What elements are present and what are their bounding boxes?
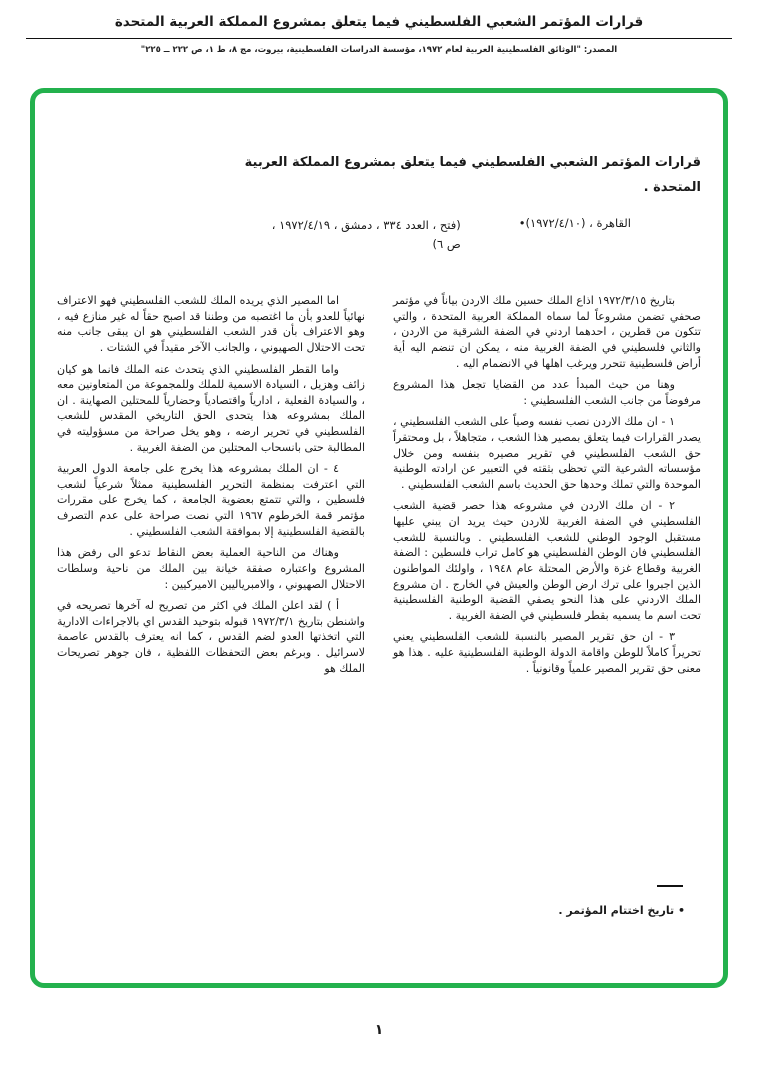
body-paragraph: ٢ - ان ملك الاردن في مشروعه هذا حصر قضية الشعب الفلسطيني في الضفة الغربية للاردن حيث يريد ان يبني عليها مستقبل الوجود الوطني للشعب الفلسطيني . وبالنسبة للشعب الفلسطيني فان الوطن الفلسطيني هو كامل تراب فلسطين : الضفة الغربية وقطاع غزة والأرض المحتلة عام ١٩٤٨ ، واولئك المواطنون الذين اجبروا على ترك ارض الوطن والعيش في الخارج . ان مشروع الملك الاردني على هذا النحو يصفي القضية الوطنية الفلسطينية تحت اسم ما يسميه بقطر فلسطيني في الضفة الغربية . <box>393 499 701 622</box>
source-citation: المصدر: "الوثائق الفلسطينية العربية لعام ١٩٧٢، مؤسسة الدراسات الفلسطينية، بيروت، مج ٨، ط ١، ص ٢٢٢ ــ ٢٢٥" <box>140 45 618 55</box>
left-column <box>57 293 365 682</box>
dateline-source: (فتح ، العدد ٣٣٤ ، دمشق ، ١٩٧٢/٤/١٩ ، ص ٦) <box>271 218 461 251</box>
page-header <box>0 0 758 30</box>
header-divider <box>26 38 732 39</box>
body-paragraph: اما المصير الذي يريده الملك للشعب الفلسطيني فهو الاعتراف نهائياً للعدو بأن ما اغتصبه من وطننا قد اصبح حقاً له غير منازع فيه ، وهو الاعتراف بأن قدر الشعب الفلسطيني هو ان يبقى جانب منه تحت الاحتلال الصهيوني ، والجانب الآخر مقيداً في الشتات . <box>57 294 365 354</box>
right-column <box>393 293 701 682</box>
body-paragraph: ١ - ان ملك الاردن نصب نفسه وصياً على الشعب الفلسطيني ، يصدر القرارات فيما يتعلق بمصير هذا الشعب ، متجاهلاً ، بل ومحتقراً حق الشعب الفلسطيني في تقرير مصيره بنفسه ومن خلال مؤسساته الشرعية التي تحظى بثقته في التعبير عن ارادته الوطنية الموحدة والتي تملك وحدها حق الحديث باسم الشعب الفلسطيني . <box>393 415 701 491</box>
body-paragraph: بتاريخ ١٩٧٢/٣/١٥ اذاع الملك حسين ملك الاردن بياناً في مؤتمر صحفي تضمن مشروعاً لما سماه المملكة العربية المتحدة ، والتي تتكون من قطرين ، احدهما اردني في الضفة الشرقية من الاردن ، والثاني فلسطيني في الضفة الغربية منه ، يمكن ان تنضم اليه أية أراض فلسطينية تتحرر ويرغب اهلها في الانضمام اليه . <box>393 294 701 370</box>
body-paragraph: وهناك من الناحية العملية بعض النقاط تدعو الى رفض هذا المشروع واعتباره صفقة خيانة بين الملك من ناحية وسلطات الاحتلال الصهيوني ، والامبرياليين الاميركيين : <box>57 546 365 591</box>
body-paragraph: واما القطر الفلسطيني الذي يتحدث عنه الملك فانما هو كيان زائف وهزيل ، السيادة الاسمية للملك وللمجموعة من المتعاونين معه ، والسيادة الفعلية ، ادارياً واقتصادياً وحضارياً للمحتلين الصهاينة . ان الملك بمشروعه هذا يتحدى الحق التاريخي المقدس للشعب الفلسطيني في تحرير ارضه ، وهو يخل صراحة من مسؤوليته في المطالبة حتى بانسحاب المحتلين من الضفة الغربية . <box>57 362 365 454</box>
body-paragraph: ٤ - ان الملك بمشروعه هذا يخرج على جامعة الدول العربية التي اعترفت بمنظمة التحرير الفلسطينية ممثلاً شرعياً لشعب فلسطين ، والتي تتمتع بعضوية الجامعة ، كما يخرج على مقررات مؤتمر قمة الخرطوم ١٩٦٧ التي نصت صراحة على عدم التصرف بالقضية الفلسطينية إلا بموافقة الشعب الفلسطيني . <box>57 462 365 538</box>
document-frame <box>30 88 728 988</box>
document-title: قرارات المؤتمر الشعبي الفلسطيني فيما يتعلق بمشروع المملكة العربية المتحدة . <box>244 155 701 195</box>
body-paragraph: ٣ - ان حق تقرير المصير بالنسبة للشعب الفلسطيني يعني تحريراً كاملاً للوطن واقامة الدولة الوطنية الفلسطينية عليه . هذا هو معنى حق تقرير المصير علمياً وقانونياً . <box>393 630 701 675</box>
document-body <box>35 293 723 682</box>
body-paragraph: وهنا من حيث المبدأ عدد من القضايا تجعل هذا المشروع مرفوضاً من جانب الشعب الفلسطيني : <box>393 378 701 407</box>
footnote-divider <box>657 885 683 887</box>
body-paragraph: أ ) لقد اعلن الملك في اكثر من تصريح له آخرها تصريحه في واشنطن بتاريخ ١٩٧٢/٣/١ قبوله بتوحيد القدس اي بالاجراءات الادارية التي اتخذتها العدو لضم القدس ، كما انه يعترف بالقدس عاصمة لاسرائيل . وبرغم بعض التحفظات اللفظية ، فان جوهر تصريحات الملك هو <box>57 599 365 675</box>
page-number: ١ <box>374 1022 384 1038</box>
dateline <box>35 216 723 253</box>
dateline-place: القاهرة ، (١٩٧٢/٤/١٠)• <box>518 216 631 231</box>
page-title: قرارات المؤتمر الشعبي الفلسطيني فيما يتعلق بمشروع المملكة العربية المتحدة <box>114 14 644 30</box>
footnote: • تاريخ اختتام المؤتمر . <box>558 904 685 917</box>
